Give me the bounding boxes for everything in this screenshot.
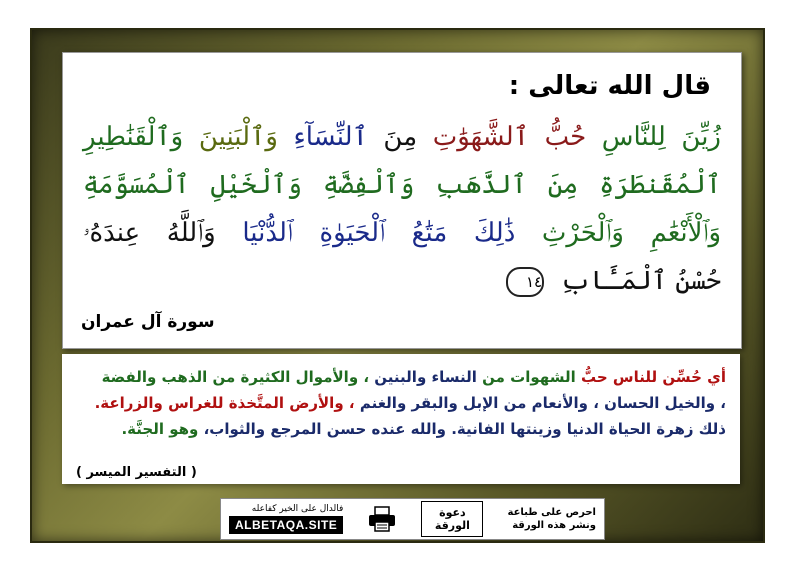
tafsir-source: ( التفسير الميسر ) bbox=[76, 465, 197, 480]
word: مَتَٰعُ bbox=[411, 218, 448, 248]
word: لِلنَّاسِ bbox=[601, 122, 666, 152]
word: ، والأرض المتَّخذة للغراس والزراعة. bbox=[94, 394, 355, 412]
verse-line-2 bbox=[83, 161, 721, 209]
footer-right-line-1: احرص على طباعة bbox=[507, 507, 596, 518]
verse-line-4-words bbox=[560, 266, 721, 296]
word: حُسْنُ bbox=[675, 266, 721, 296]
tafsir-line-3 bbox=[62, 416, 740, 442]
word: وَٱلْأَنْعَٰمِ bbox=[650, 218, 721, 248]
surah-name: سورة آل عمران bbox=[81, 312, 215, 332]
word: ، والأنعام من الإبل والبقر والغنم bbox=[359, 394, 599, 412]
word: ذَٰلِكَ bbox=[473, 218, 516, 248]
verse-panel bbox=[62, 52, 742, 349]
logo-line-2: الورقة bbox=[434, 519, 470, 532]
verse-lines bbox=[83, 113, 721, 305]
word: وَٱلْفِضَّةِ bbox=[322, 170, 415, 200]
footer-left bbox=[229, 504, 343, 534]
word: ٱلذَّهَبِ bbox=[435, 170, 527, 200]
word: ٱلْمَـَٔابِ bbox=[560, 266, 668, 296]
footer-right-line-2: ونشر هذه الورقة bbox=[512, 520, 596, 531]
word: ٱلْمُسَوَّمَةِ bbox=[83, 170, 190, 200]
footer-right bbox=[508, 506, 596, 532]
word: وَٱللَّهُ bbox=[166, 218, 216, 248]
word: ٱلشَّهَوَٰتِ bbox=[432, 122, 529, 152]
word: حُبُّ bbox=[544, 122, 587, 152]
tafsir-line-2 bbox=[62, 390, 740, 416]
logo-line-1: دعوة bbox=[439, 506, 466, 519]
word: ذلك زهرة الحياة الدنيا وزينتها الفانية. bbox=[446, 420, 726, 438]
word: ٱلْمُقَنطَرَةِ bbox=[599, 170, 722, 200]
word: ، والخيل الحسان bbox=[604, 394, 726, 412]
word: وهو الجنَّة. bbox=[121, 420, 199, 438]
site-link[interactable]: ALBETAQA.SITE bbox=[229, 516, 343, 534]
word: أي حُسِّن للناس حبُّ bbox=[575, 368, 726, 386]
verse-line-3 bbox=[83, 209, 721, 257]
word: والله عنده حسن المرجع والثواب، bbox=[198, 420, 446, 438]
word: وَٱلْقَنَٰطِيرِ bbox=[83, 122, 184, 152]
verse-line-4 bbox=[83, 257, 721, 305]
footer-saying: فالدال على الخير كفاعله bbox=[251, 504, 344, 514]
word: وَٱلْبَنِينَ bbox=[198, 122, 278, 152]
word: مِنَ bbox=[547, 170, 579, 200]
word: الشهوات من bbox=[476, 368, 576, 386]
word: ٱلدُّنْيَا bbox=[242, 218, 293, 248]
word: مِنَ bbox=[383, 122, 418, 152]
tafsir-panel bbox=[62, 354, 740, 484]
word: وَٱلْحَرْثِ bbox=[541, 218, 624, 248]
word: ، والأموال الكثيرة من الذهب والفضة bbox=[101, 368, 370, 386]
word: وَٱلْخَيْلِ bbox=[210, 170, 303, 200]
word: النساء والبنين bbox=[374, 368, 477, 386]
word: ٱلْحَيَوٰةِ bbox=[319, 218, 386, 248]
printer-icon bbox=[367, 505, 397, 533]
verse-title: قال الله تعالى : bbox=[508, 71, 711, 101]
word: عِندَهُۥ bbox=[83, 218, 141, 248]
dawat-logo bbox=[421, 501, 483, 537]
ayah-number-mark: ١٤ bbox=[506, 267, 544, 297]
tafsir-line-1 bbox=[62, 364, 740, 390]
word: زُيِّنَ bbox=[681, 122, 721, 152]
word: ٱلنِّسَآءِ bbox=[293, 122, 368, 152]
footer-bar bbox=[220, 498, 605, 540]
verse-line-1 bbox=[83, 113, 721, 161]
